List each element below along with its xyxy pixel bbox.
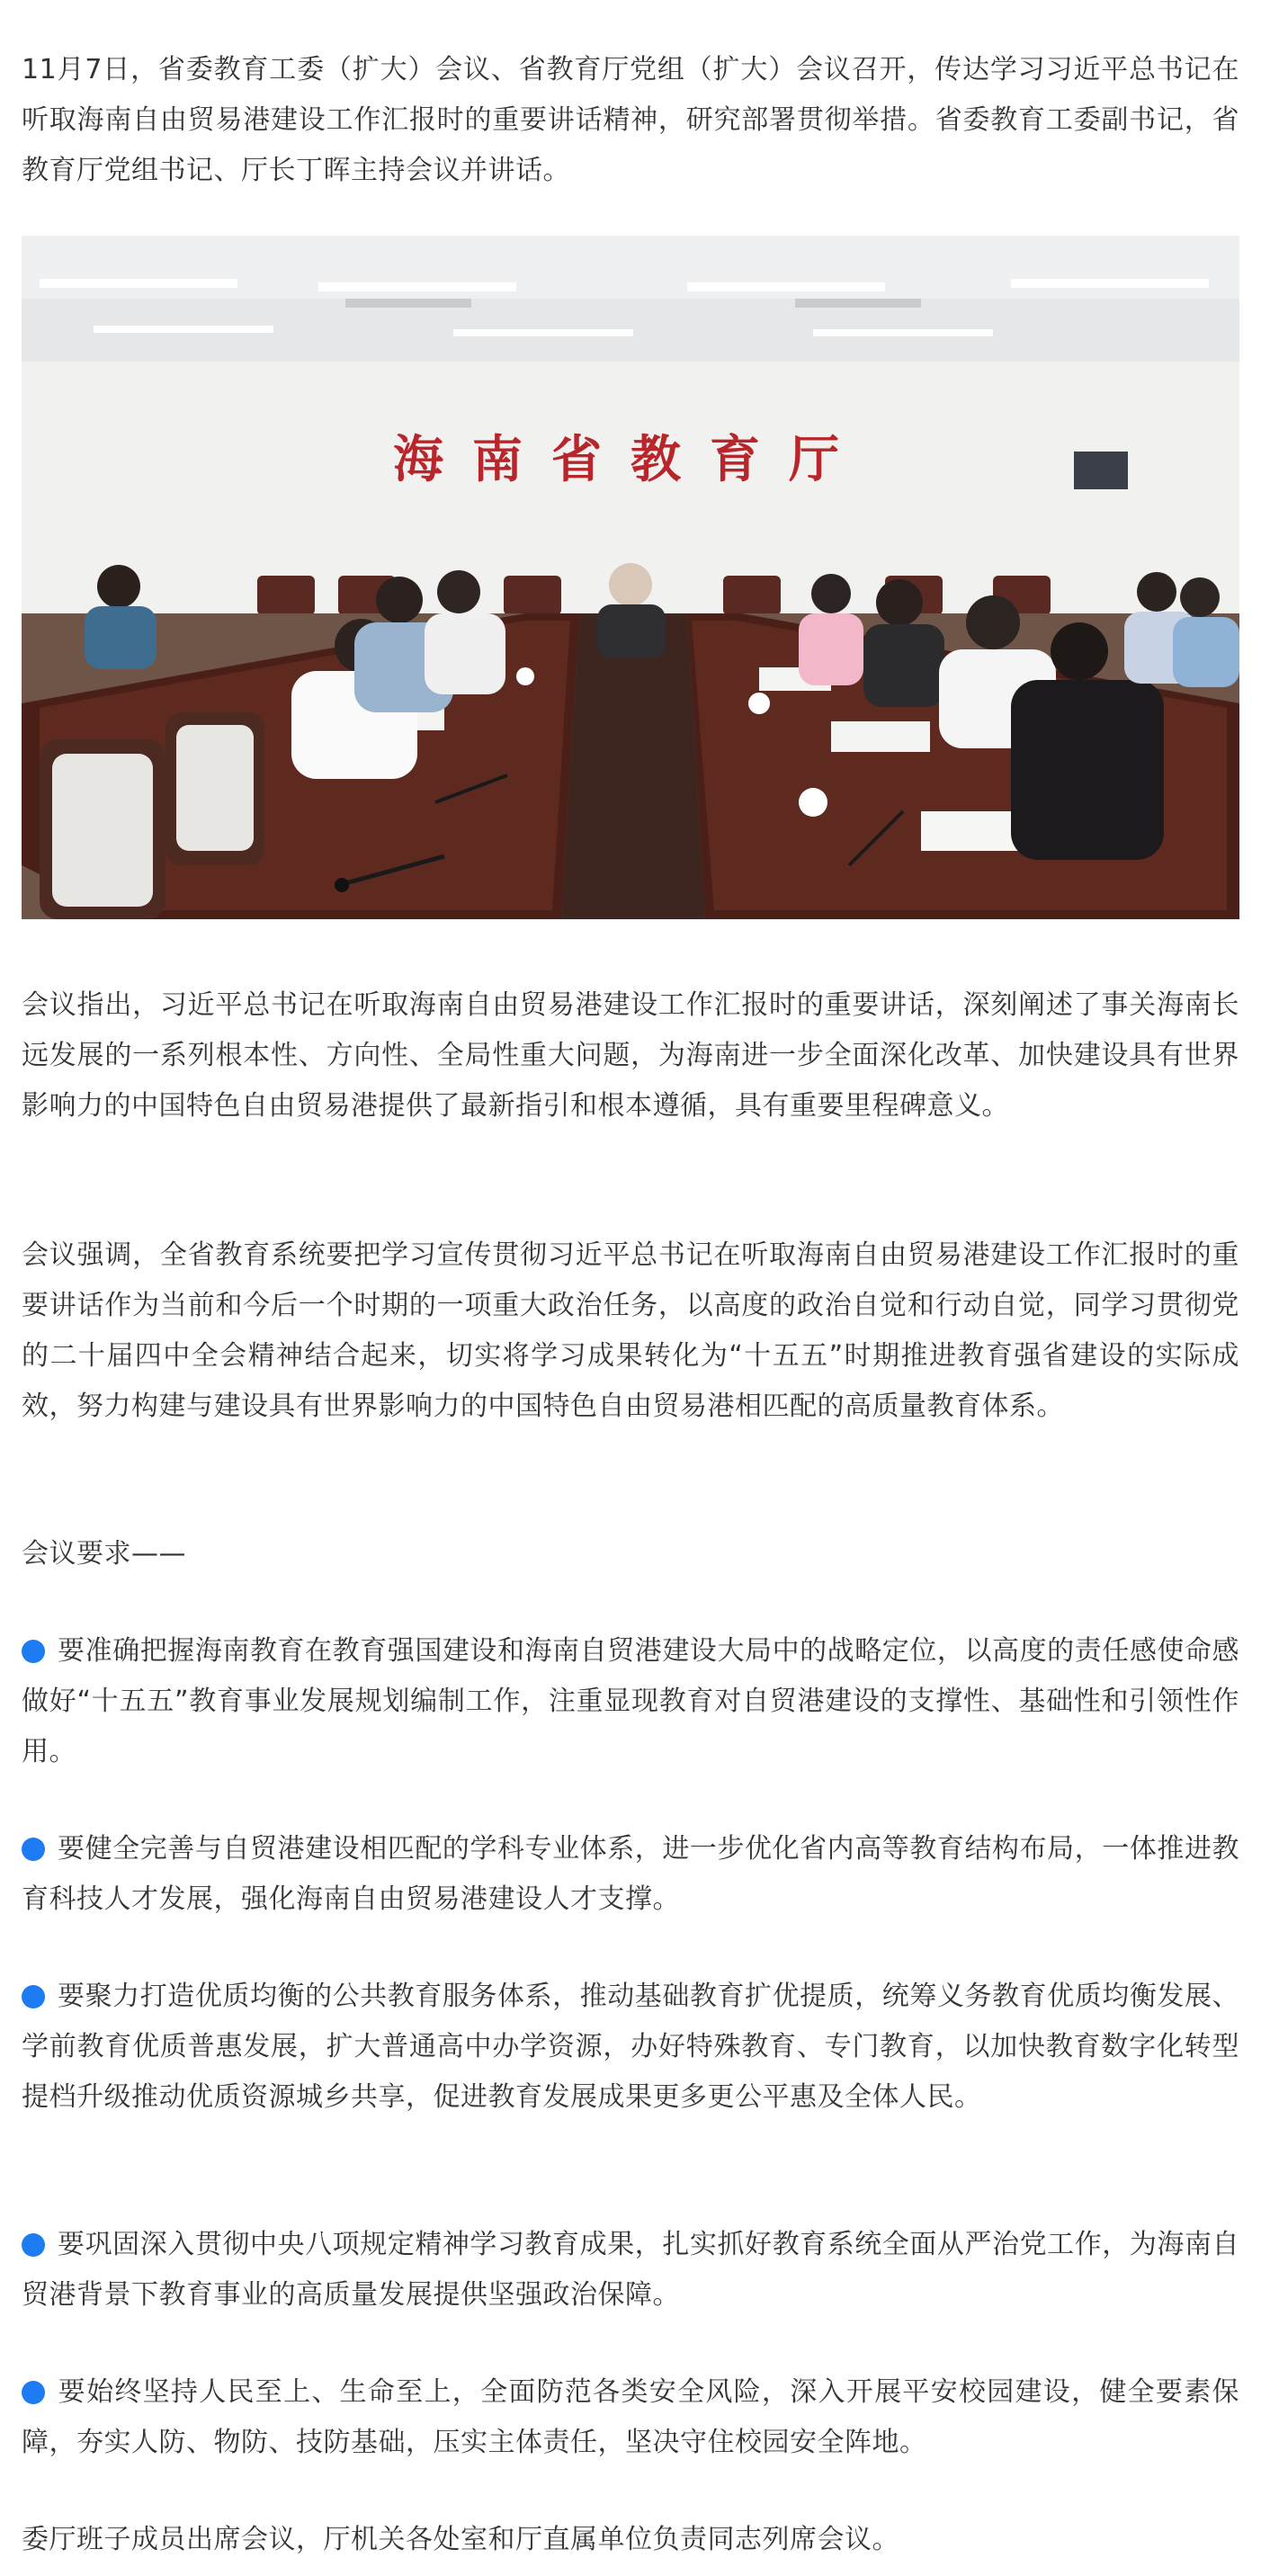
bullet-item (22, 1972, 1239, 2123)
blue-circle-icon (22, 1640, 45, 1663)
bullet-item (22, 1824, 1239, 1925)
bullet-item (22, 1626, 1239, 1777)
bullet-text: 要健全完善与自贸港建设相匹配的学科专业体系，进一步优化省内高等教育结构布局，一体推进教育科技人才发展，强化海南自由贸易港建设人才支撑。 (22, 1833, 1239, 1915)
bullet-text: 要聚力打造优质均衡的公共教育服务体系，推动基础教育扩优提质，统筹义务教育优质均衡发展、学前教育优质普惠发展，扩大普通高中办学资源，办好特殊教育、专门教育，以加快教育数字化转型提档升级推动优质资源城乡共享，促进教育发展成果更多更公平惠及全体人民。 (22, 1981, 1239, 2113)
paragraph-attendance: 委厅班子成员出席会议，厅机关各处室和厅直属单位负责同志列席会议。 (22, 2524, 899, 2555)
bullet-item (22, 2220, 1239, 2321)
blue-circle-icon (22, 2233, 45, 2257)
bullet-text: 要巩固深入贯彻中央八项规定精神学习教育成果，扎实抓好教育系统全面从严治党工作，为海南自贸港背景下教育事业的高质量发展提供坚强政治保障。 (22, 2229, 1239, 2311)
blue-circle-icon (22, 2381, 45, 2404)
meeting-photo (22, 236, 1239, 919)
intro-paragraph: 11月7日，省委教育工委（扩大）会议、省教育厅党组（扩大）会议召开，传达学习习近平总书记在听取海南自由贸易港建设工作汇报时的重要讲话精神，研究部署贯彻举措。省委教育工委副书记，省教育厅党组书记、厅长丁晖主持会议并讲话。 (22, 54, 1239, 186)
blue-circle-icon (22, 1985, 45, 2008)
paragraph-emphasis: 会议强调，全省教育系统要把学习宣传贯彻习近平总书记在听取海南自由贸易港建设工作汇报时的重要讲话作为当前和今后一个时期的一项重大政治任务，以高度的政治自觉和行动自觉，同学习贯彻党的二十届四中全会精神结合起来，切实将学习成果转化为“十五五”时期推进教育强省建设的实际成效，努力构建与建设具有世界影响力的中国特色自由贸易港相匹配的高质量教育体系。 (22, 1239, 1239, 1422)
bullet-item (22, 2367, 1239, 2468)
paragraph-conclusion: 会议指出，习近平总书记在听取海南自由贸易港建设工作汇报时的重要讲话，深刻阐述了事关海南长远发展的一系列根本性、方向性、全局性重大问题，为海南进一步全面深化改革、加快建设具有世界影响力的中国特色自由贸易港提供了最新指引和根本遵循，具有重要里程碑意义。 (22, 989, 1239, 1122)
meeting-photo-illustration (22, 236, 1239, 919)
bullet-text: 要始终坚持人民至上、生命至上，全面防范各类安全风险，深入开展平安校园建设，健全要素保障，夯实人防、物防、技防基础，压实主体责任，坚决守住校园安全阵地。 (22, 2376, 1239, 2458)
bullet-text: 要准确把握海南教育在教育强国建设和海南自贸港建设大局中的战略定位，以高度的责任感使命感做好“十五五”教育事业发展规划编制工作，注重显现教育对自贸港建设的支撑性、基础性和引领性作用。 (22, 1635, 1239, 1767)
wall-sign: 海南省教育厅 (393, 430, 868, 489)
paragraph-requirements-heading: 会议要求—— (22, 1538, 186, 1570)
blue-circle-icon (22, 1838, 45, 1861)
